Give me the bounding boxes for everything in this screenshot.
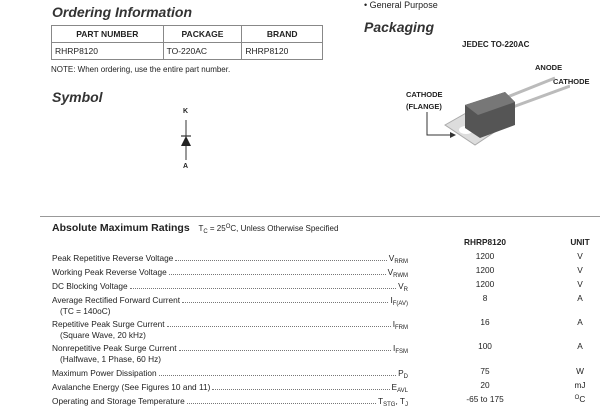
rating-label: Maximum Power Dissipation bbox=[52, 368, 157, 378]
rating-symbol: $I_{FSM}$ bbox=[393, 343, 408, 355]
ordering-table bbox=[51, 25, 323, 60]
rating-unit: mJ bbox=[574, 380, 586, 390]
rating-value: 75 bbox=[480, 366, 490, 376]
rating-value: 1200 bbox=[475, 279, 495, 289]
rating-row bbox=[52, 380, 408, 392]
rating-row bbox=[52, 265, 408, 277]
rating-value: 100 bbox=[478, 341, 492, 351]
rating-note: (Halfwave, 1 Phase, 60 Hz) bbox=[60, 354, 161, 364]
feature-bullet: • General Purpose bbox=[364, 0, 438, 10]
rating-row bbox=[52, 251, 408, 263]
rating-row bbox=[52, 317, 408, 329]
to220-package-icon bbox=[420, 70, 570, 150]
rating-value: 1200 bbox=[475, 265, 495, 275]
ordering-title: Ordering Information bbox=[52, 4, 192, 20]
dot-leader bbox=[167, 326, 391, 327]
rating-unit: A bbox=[577, 317, 583, 327]
rating-label: Nonrepetitive Peak Surge Current bbox=[52, 343, 177, 353]
cathode-label: K bbox=[183, 108, 189, 115]
diode-symbol-icon bbox=[178, 118, 194, 162]
rating-symbol: $P_D$ bbox=[398, 368, 408, 380]
feature-text: General Purpose bbox=[369, 0, 438, 10]
rating-row bbox=[52, 366, 408, 378]
cell: TO-220AC bbox=[163, 43, 242, 60]
dot-leader bbox=[187, 403, 376, 404]
rating-value: 8 bbox=[482, 293, 488, 303]
col-header: BRAND bbox=[242, 26, 323, 43]
rating-unit: $^O$C bbox=[574, 394, 586, 404]
dot-leader bbox=[179, 350, 391, 351]
rating-row bbox=[52, 394, 408, 406]
col-unit-header: UNIT bbox=[570, 237, 590, 247]
rating-value: 1200 bbox=[475, 251, 495, 261]
rating-value: 16 bbox=[480, 317, 490, 327]
ratings-title: Absolute Maximum Ratings bbox=[52, 222, 190, 234]
rating-label: Peak Repetitive Reverse Voltage bbox=[52, 253, 174, 263]
rating-unit: A bbox=[577, 341, 583, 351]
rating-row bbox=[52, 341, 408, 353]
col-header: PACKAGE bbox=[163, 26, 242, 43]
cathode-pin-label: CATHODE bbox=[553, 77, 590, 86]
jedec-label: JEDEC TO-220AC bbox=[462, 40, 530, 49]
rating-symbol: $T_{STG}$, $T_J$ bbox=[378, 396, 408, 408]
ratings-condition: $T_C = 25^OC$, Unless Otherwise Specified bbox=[198, 224, 339, 235]
packaging-title: Packaging bbox=[364, 19, 435, 35]
rating-label: Operating and Storage Temperature bbox=[52, 396, 185, 406]
rating-symbol: $I_{F(AV)}$ bbox=[390, 295, 408, 307]
rating-unit: W bbox=[576, 366, 584, 376]
section-divider bbox=[40, 216, 600, 217]
rating-note: (Square Wave, 20 kHz) bbox=[60, 330, 146, 340]
dot-leader bbox=[159, 375, 396, 376]
dot-leader bbox=[182, 302, 388, 303]
rating-label: Average Rectified Forward Current bbox=[52, 295, 181, 305]
symbol-title: Symbol bbox=[52, 89, 103, 105]
anode-pin-label: ANODE bbox=[535, 63, 563, 72]
rating-value: 20 bbox=[480, 380, 490, 390]
anode-label: A bbox=[183, 163, 189, 170]
flange-label-1: CATHODE bbox=[406, 90, 443, 99]
rating-unit: A bbox=[577, 293, 583, 303]
rating-unit: V bbox=[577, 279, 583, 289]
dot-leader bbox=[130, 288, 396, 289]
rating-unit: V bbox=[577, 265, 583, 275]
dot-leader bbox=[169, 274, 386, 275]
flange-label-2: (FLANGE) bbox=[406, 102, 442, 111]
ratings-header bbox=[52, 222, 338, 235]
rating-symbol: $V_{RWM}$ bbox=[387, 267, 408, 279]
ordering-note: NOTE: When ordering, use the entire part number. bbox=[51, 65, 231, 74]
rating-label: Avalanche Energy (See Figures 10 and 11) bbox=[52, 382, 211, 392]
col-header: PART NUMBER bbox=[52, 26, 164, 43]
rating-symbol: $E_{AVL}$ bbox=[391, 382, 408, 394]
rating-value: -65 to 175 bbox=[466, 394, 504, 404]
rating-row bbox=[52, 279, 408, 291]
rating-symbol: $V_R$ bbox=[398, 281, 408, 293]
dot-leader bbox=[212, 389, 389, 390]
cell: RHRP8120 bbox=[52, 43, 164, 60]
cell: RHRP8120 bbox=[242, 43, 323, 60]
dot-leader bbox=[175, 260, 386, 261]
rating-unit: V bbox=[577, 251, 583, 261]
rating-label: Repetitive Peak Surge Current bbox=[52, 319, 165, 329]
rating-row bbox=[52, 293, 408, 305]
rating-note: (TC = 140oC) bbox=[60, 306, 111, 316]
rating-label: Working Peak Reverse Voltage bbox=[52, 267, 167, 277]
rating-symbol: $V_{RRM}$ bbox=[388, 253, 408, 265]
col-part-header: RHRP8120 bbox=[464, 237, 506, 247]
rating-symbol: $I_{FRM}$ bbox=[392, 319, 408, 331]
rating-label: DC Blocking Voltage bbox=[52, 281, 128, 291]
